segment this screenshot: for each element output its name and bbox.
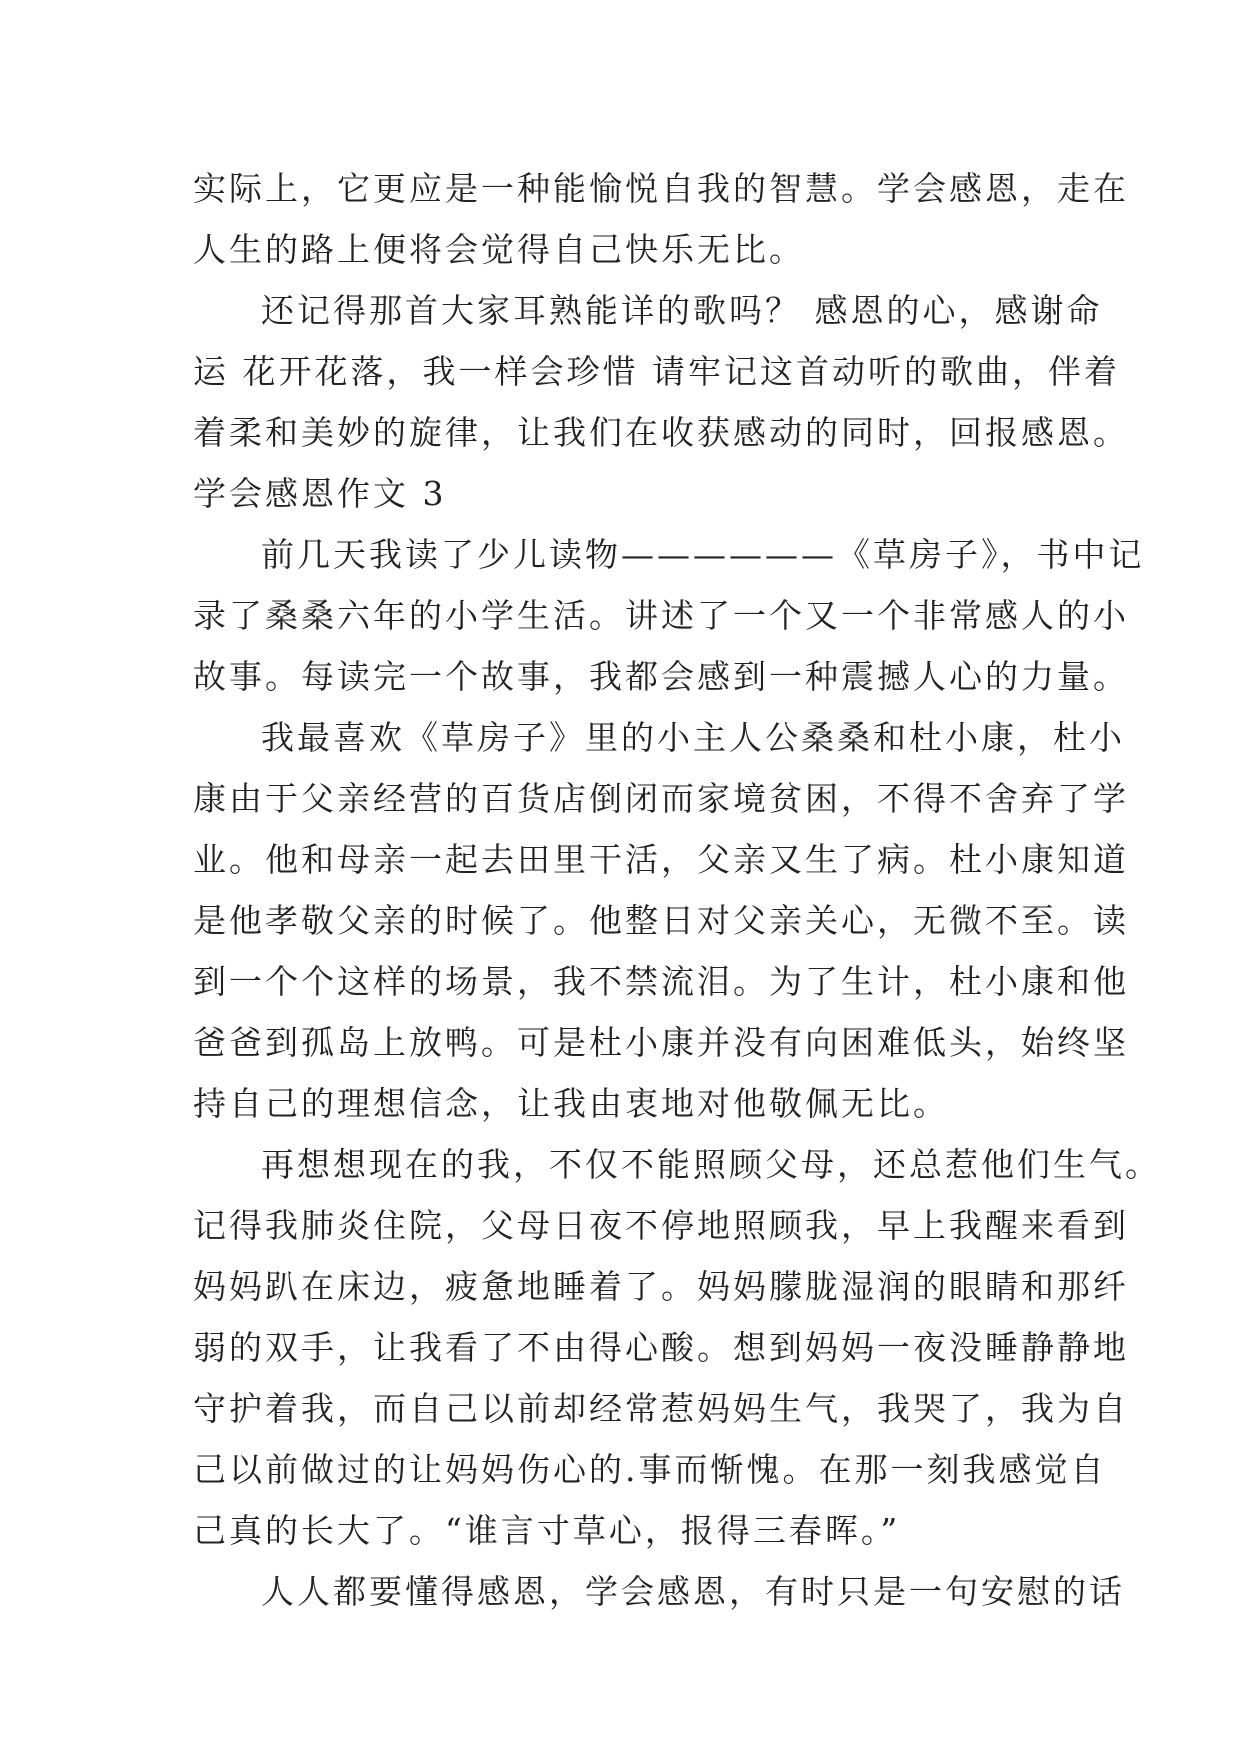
paragraph-first-line: 人人都要懂得感恩，学会感恩，有时只是一句安慰的话 (261, 1572, 1125, 1611)
text-line: 到一个个这样的场景，我不禁流泪。为了生计，杜小康和他 (193, 962, 1129, 1001)
text-line: 业。他和母亲一起去田里干活，父亲又生了病。杜小康知道 (193, 840, 1129, 879)
text-line: 守护着我，而自己以前却经常惹妈妈生气，我哭了，我为自 (193, 1389, 1129, 1428)
text-line: 弱的双手，让我看了不由得心酸。想到妈妈一夜没睡静静地 (193, 1328, 1129, 1367)
body-text (193, 158, 1161, 1622)
section-heading: 学会感恩作文 3 (193, 474, 447, 513)
text-line: 己以前做过的让妈妈伤心的.事而惭愧。在那一刻我感觉自 (193, 1450, 1107, 1489)
paragraph-first-line: 再想想现在的我，不仅不能照顾父母，还总惹他们生气。 (261, 1145, 1161, 1184)
text-line: 妈妈趴在床边，疲惫地睡着了。妈妈朦胧湿润的眼睛和那纤 (193, 1267, 1129, 1306)
text-line: 是他孝敬父亲的时候了。他整日对父亲关心，无微不至。读 (193, 901, 1129, 940)
paragraph-first-line: 前几天我读了少儿读物——————《草房子》，书中记 (261, 535, 1145, 574)
paragraph-first-line: 还记得那首大家耳熟能详的歌吗？ 感恩的心，感谢命 (261, 291, 1103, 330)
paragraph-first-line: 我最喜欢《草房子》里的小主人公桑桑和杜小康，杜小 (261, 718, 1125, 757)
text-line: 康由于父亲经营的百货店倒闭而家境贫困，不得不舍弃了学 (193, 779, 1129, 818)
text-line: 运 花开花落，我一样会珍惜 请牢记这首动听的歌曲，伴着 (193, 352, 1120, 391)
text-line: 录了桑桑六年的小学生活。讲述了一个又一个非常感人的小 (193, 596, 1129, 635)
text-line: 记得我肺炎住院，父母日夜不停地照顾我，早上我醒来看到 (193, 1206, 1129, 1245)
text-line: 爸爸到孤岛上放鸭。可是杜小康并没有向困难低头，始终坚 (193, 1023, 1129, 1062)
text-line: 持自己的理想信念，让我由衷地对他敬佩无比。 (193, 1084, 949, 1123)
text-line: 人生的路上便将会觉得自己快乐无比。 (193, 230, 805, 269)
text-line: 实际上，它更应是一种能愉悦自我的智慧。学会感恩，走在 (193, 169, 1129, 208)
text-line: 己真的长大了。“谁言寸草心，报得三春晖。” (193, 1511, 901, 1550)
text-line: 故事。每读完一个故事，我都会感到一种震撼人心的力量。 (193, 657, 1129, 696)
text-line: 着柔和美妙的旋律，让我们在收获感动的同时，回报感恩。 (193, 413, 1129, 452)
